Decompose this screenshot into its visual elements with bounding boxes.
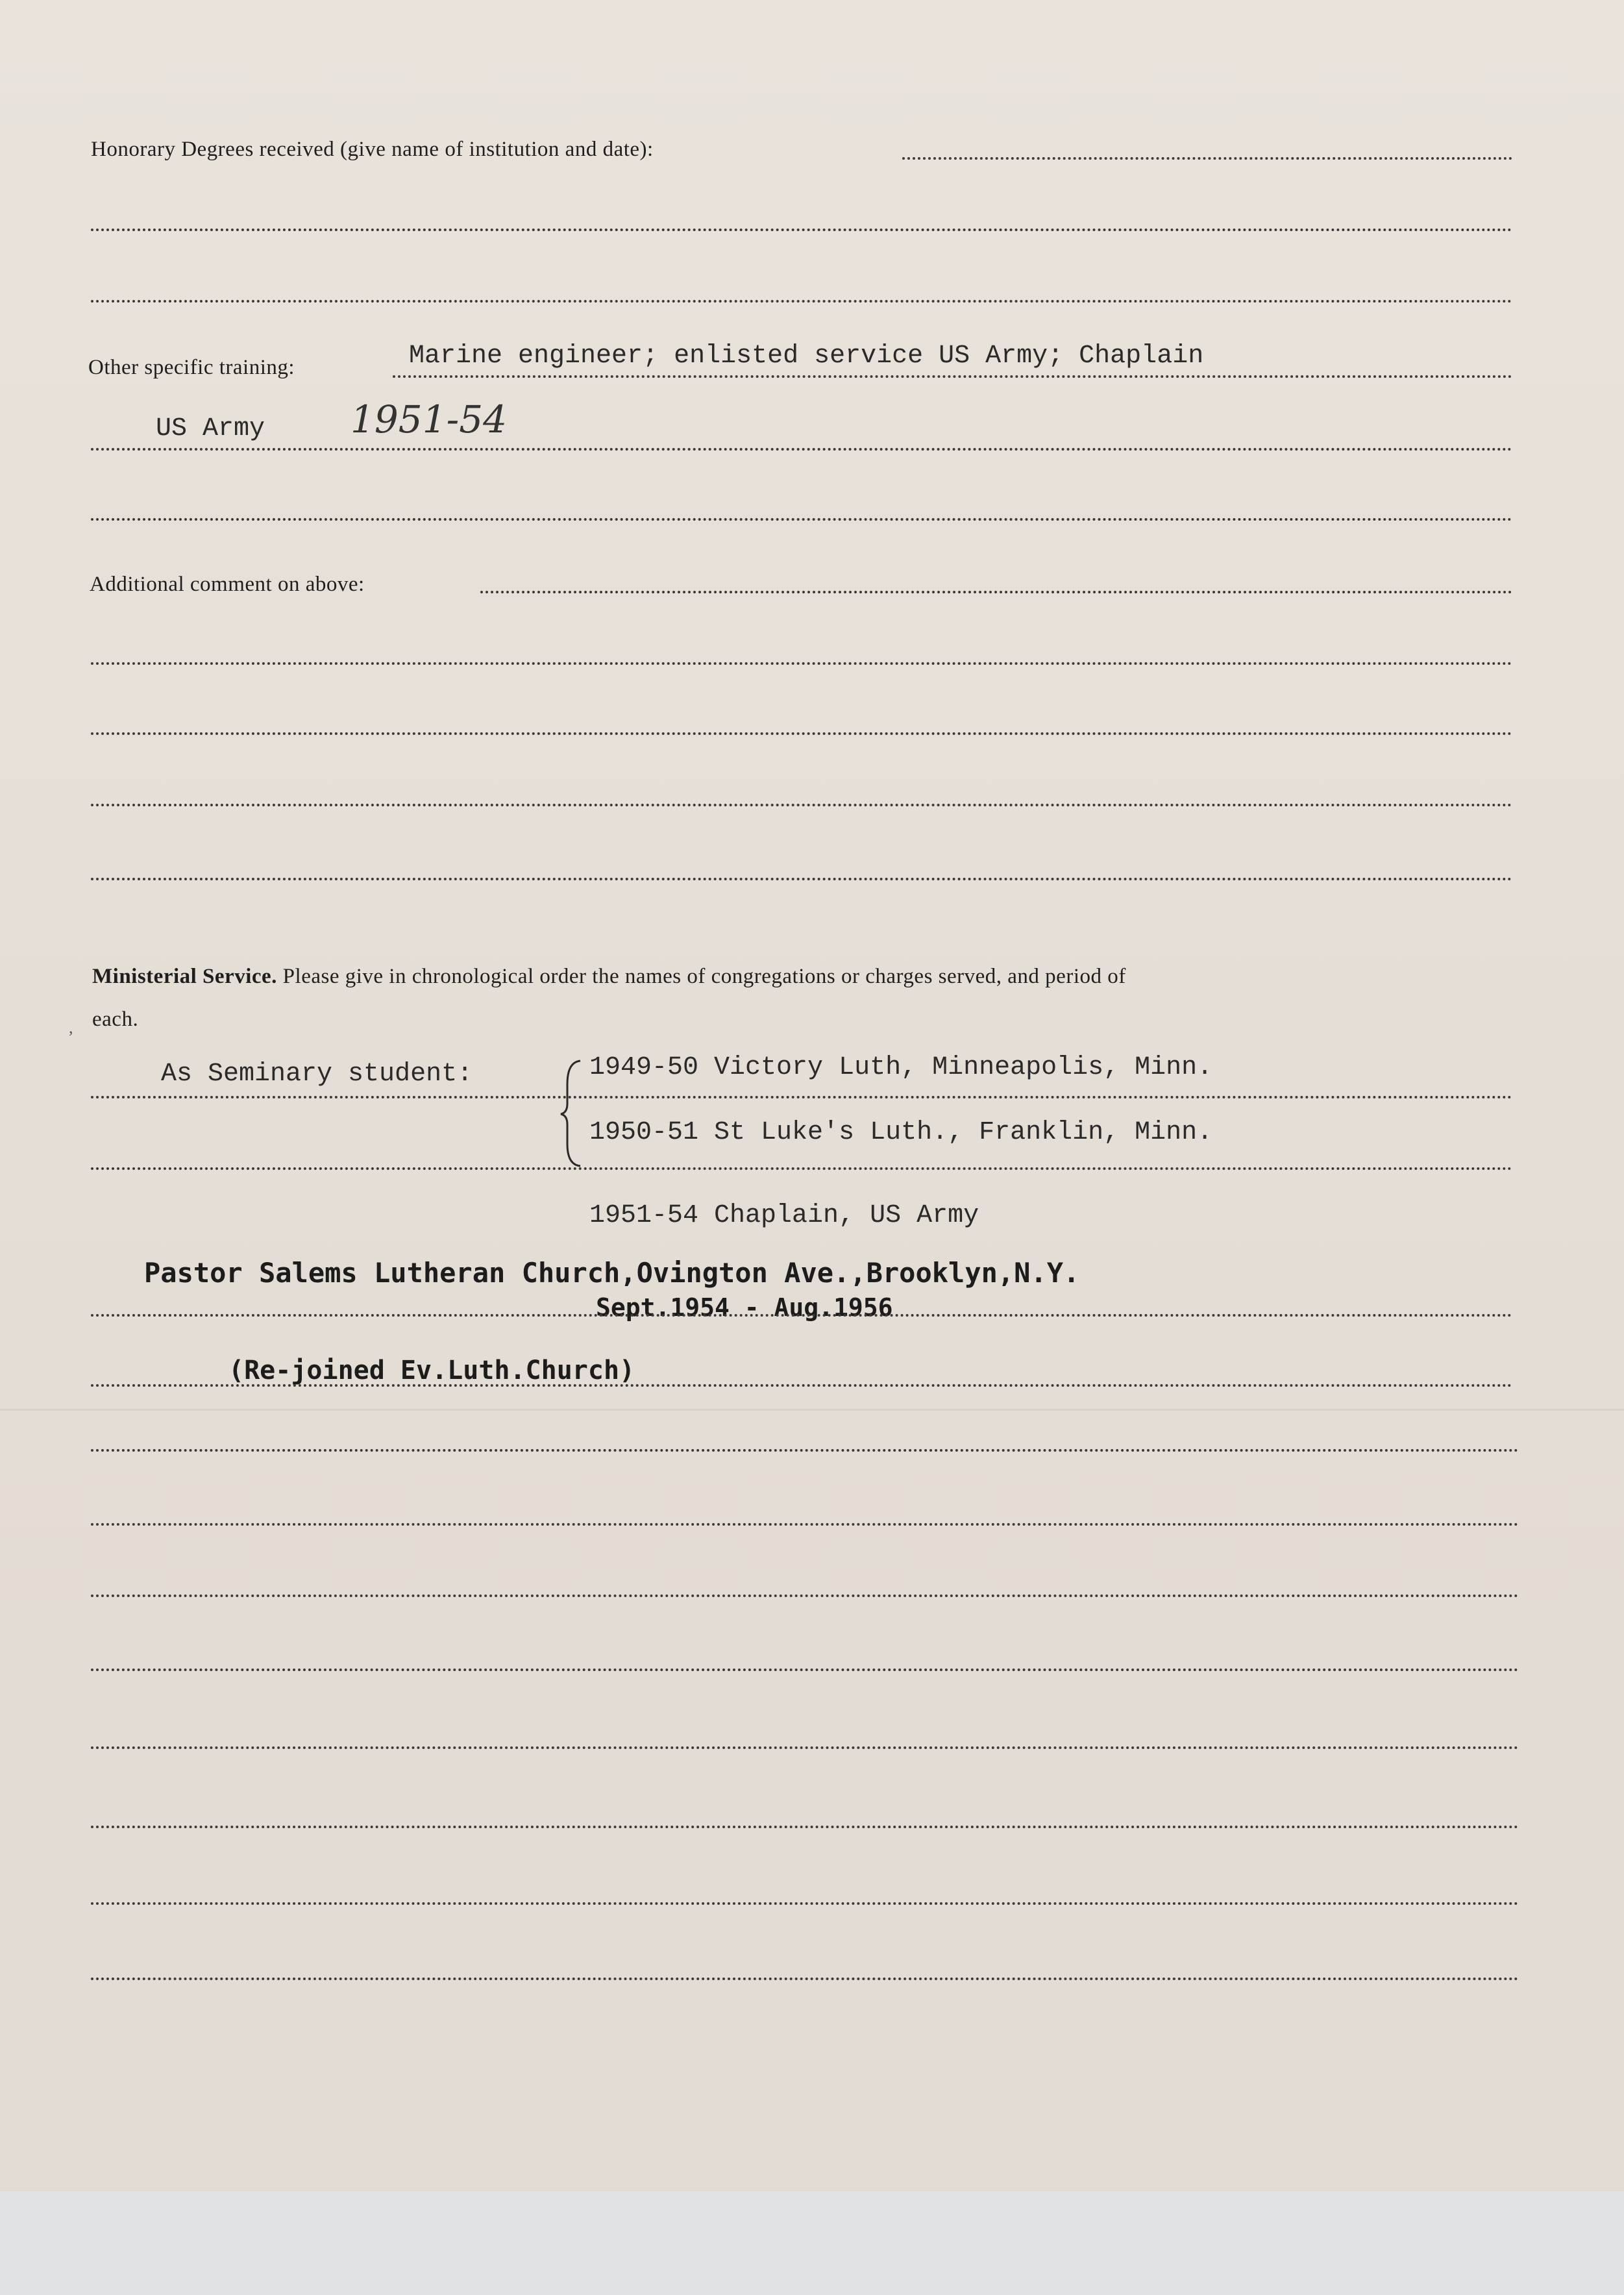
- other-training-label: Other specific training:: [88, 356, 295, 379]
- seminary-label: As Seminary student:: [161, 1060, 473, 1089]
- dotted-line: [91, 732, 1512, 735]
- dotted-line: [91, 1167, 1512, 1170]
- rejoined-note: (Re-joined Ev.Luth.Church): [228, 1356, 635, 1385]
- brace-icon: [558, 1058, 584, 1169]
- ministerial-paragraph: [92, 965, 1126, 989]
- ink-mark: ,: [69, 1018, 73, 1037]
- paper-fold: [0, 1409, 1624, 1411]
- dotted-line: [91, 1449, 1519, 1452]
- dotted-line: [91, 878, 1512, 880]
- dotted-line: [91, 448, 1512, 451]
- pastor-line: Pastor Salems Lutheran Church,Ovington Ave.,Brooklyn,N.Y.: [144, 1257, 1080, 1289]
- dotted-line: [91, 1314, 1512, 1317]
- service-entry-1: 1949-50 Victory Luth, Minneapolis, Minn.: [589, 1053, 1213, 1082]
- dotted-line: [902, 157, 1512, 160]
- dotted-line: [91, 518, 1512, 521]
- training-value-line2: US Army: [156, 414, 265, 443]
- dotted-line: [91, 1096, 1512, 1098]
- dotted-line: [91, 1902, 1519, 1905]
- dotted-line: [91, 1594, 1519, 1597]
- ministerial-instruction: Please give in chronological order the names of congregations or charges served, and period of: [282, 965, 1126, 988]
- dotted-line: [91, 1384, 1512, 1387]
- service-entry-2: 1950-51 St Luke's Luth., Franklin, Minn.: [589, 1118, 1213, 1147]
- service-entry-3: 1951-54 Chaplain, US Army: [589, 1201, 979, 1230]
- dotted-line: [91, 229, 1512, 231]
- dotted-line: [91, 1523, 1519, 1526]
- ministerial-heading: Ministerial Service.: [92, 965, 277, 988]
- dotted-line: [393, 375, 1512, 378]
- training-value-line1: Marine engineer; enlisted service US Army; Chaplain: [409, 341, 1204, 371]
- dotted-line: [91, 662, 1512, 665]
- dotted-line: [91, 1669, 1519, 1671]
- dotted-line: [91, 804, 1512, 806]
- additional-comment-label: Additional comment on above:: [90, 573, 365, 596]
- dotted-line: [91, 1826, 1519, 1828]
- dotted-line: [91, 1746, 1519, 1749]
- pastor-dates: Sept.1954 - Aug.1956: [596, 1293, 893, 1322]
- dotted-line: [91, 300, 1512, 303]
- honorary-degrees-label: Honorary Degrees received (give name of institution and date):: [91, 138, 654, 161]
- handwritten-years: 1951-54: [351, 397, 508, 441]
- dotted-line: [91, 1978, 1519, 1980]
- dotted-line: [480, 591, 1512, 593]
- ministerial-instruction-cont: each.: [92, 1008, 139, 1031]
